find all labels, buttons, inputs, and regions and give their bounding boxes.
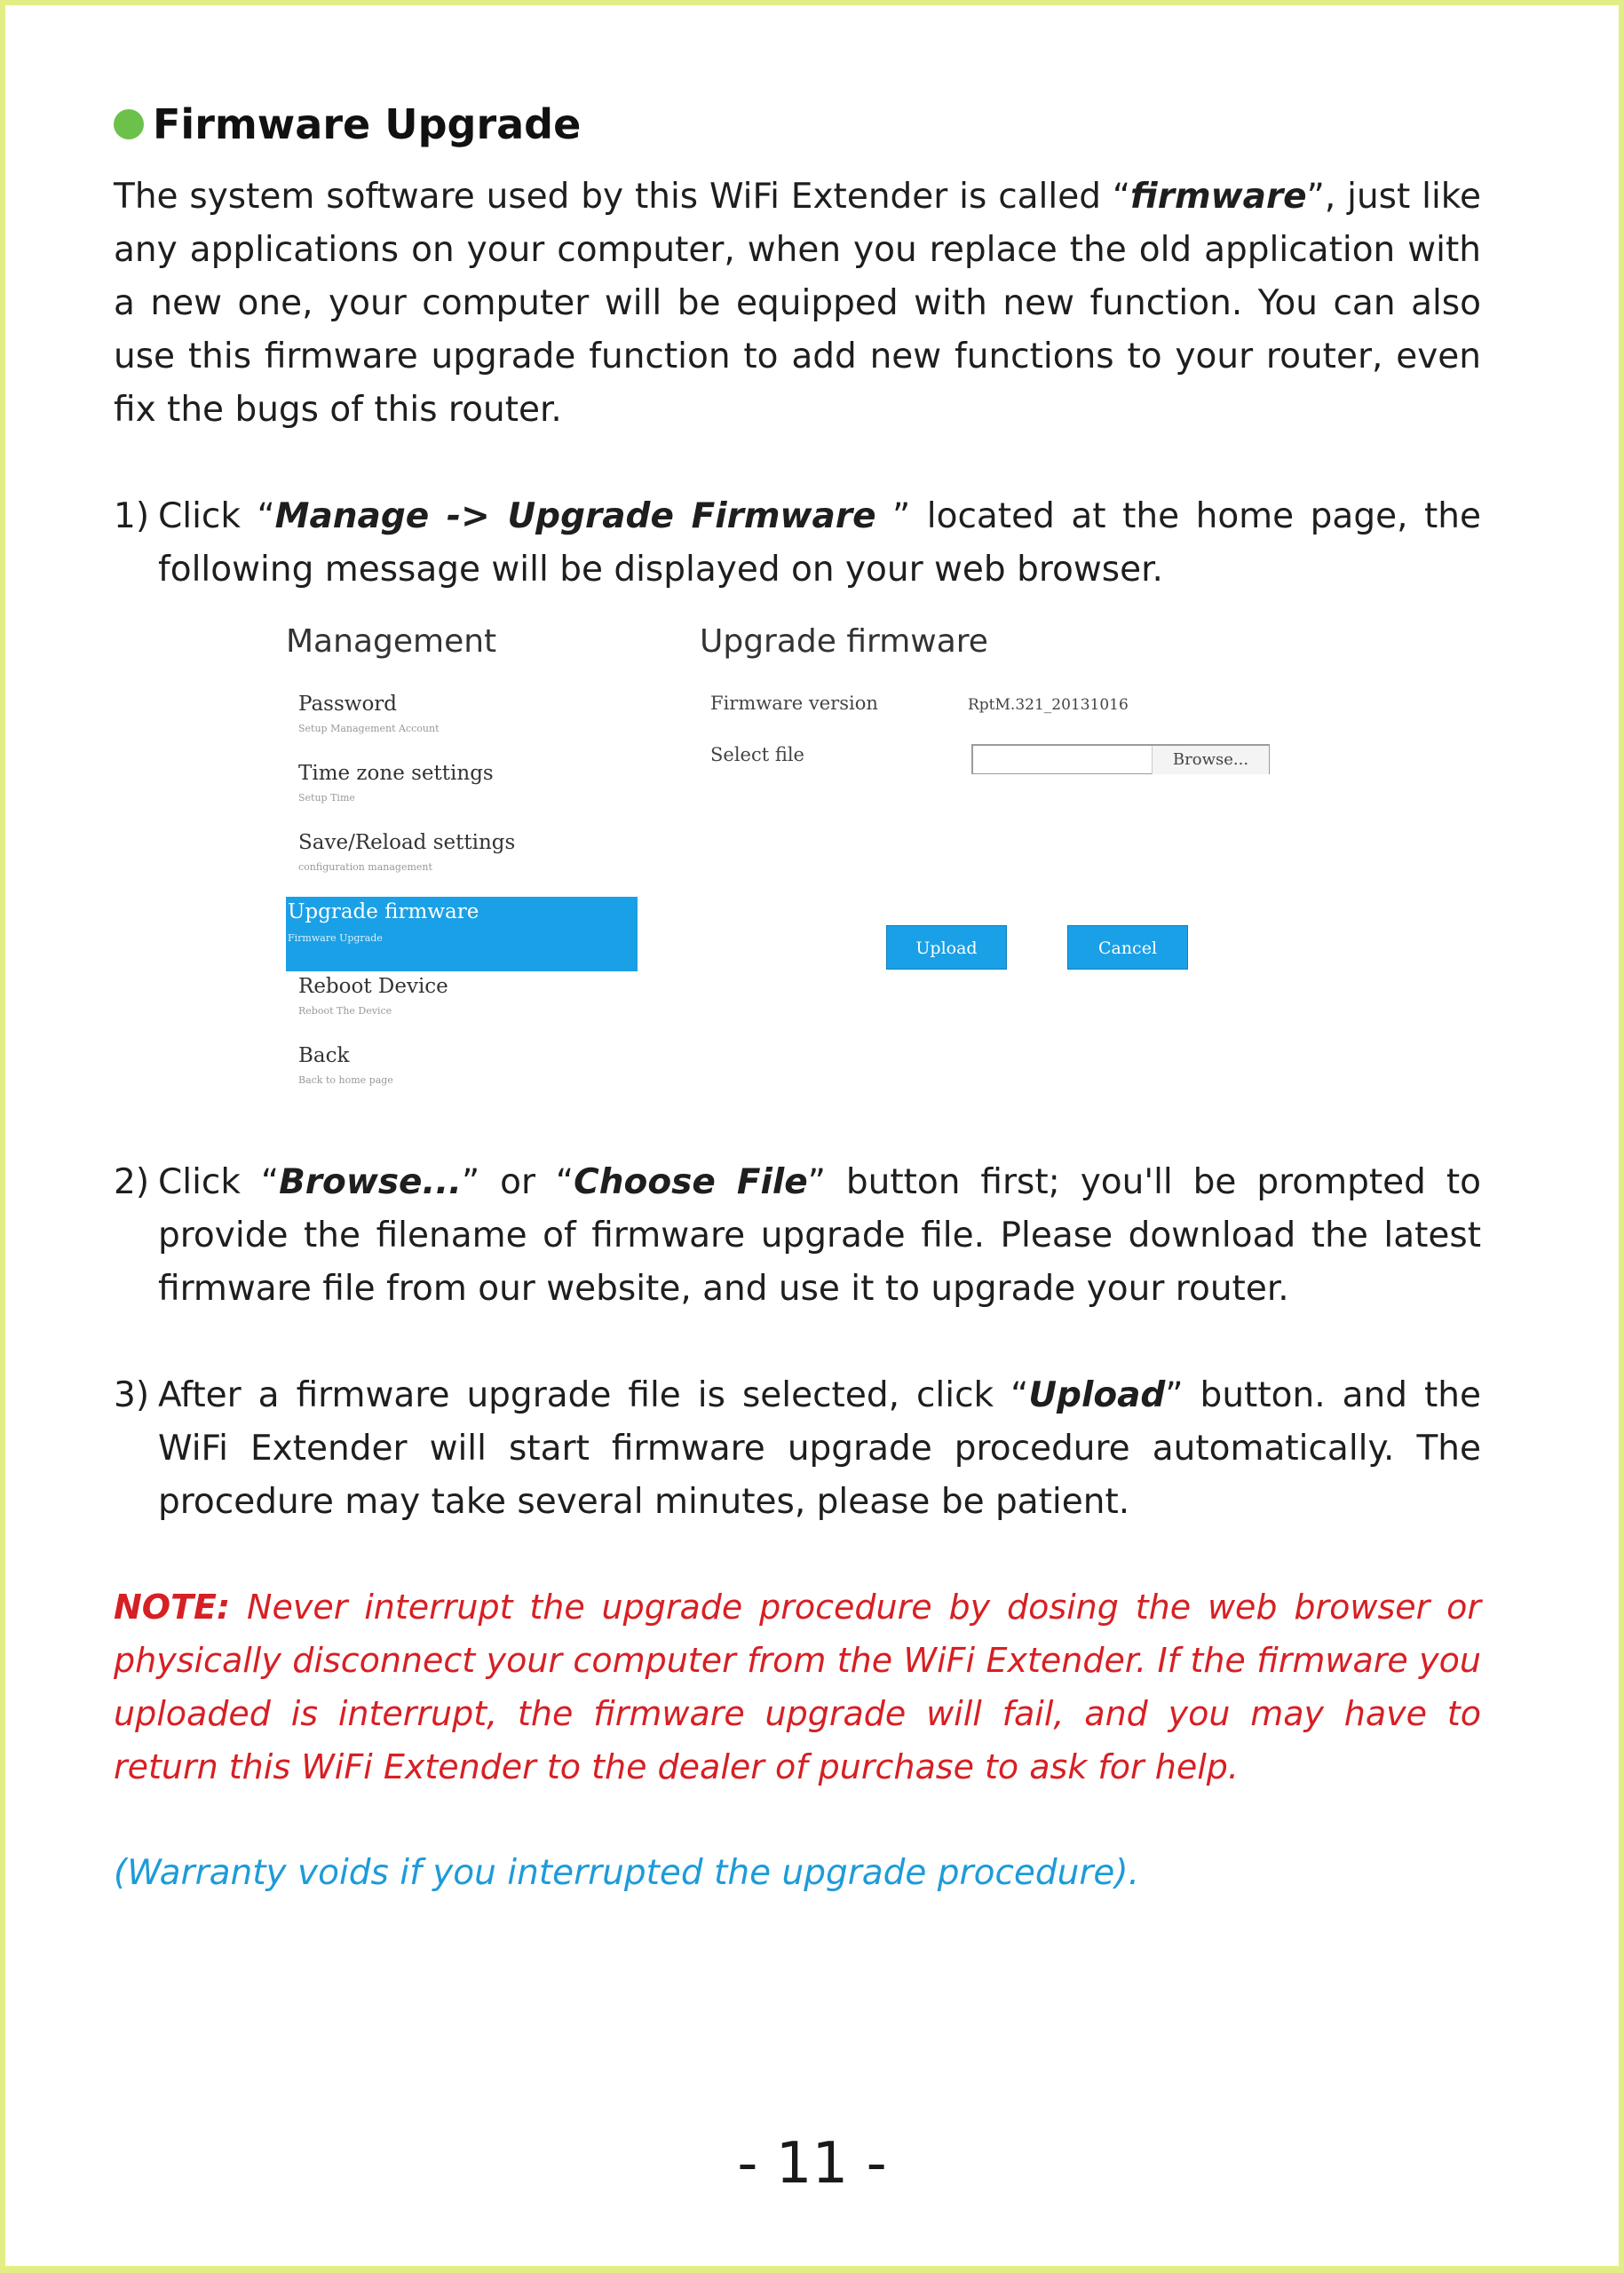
menu-item-sublabel: Back to home page xyxy=(298,1074,393,1086)
note-label: NOTE: xyxy=(114,1588,231,1627)
step-1-text xyxy=(158,490,1481,597)
note-text: Never interrupt the upgrade procedure by dosing the web browser or physically disconnect your computer from the WiFi Extender. If the firmware you uploaded is interrupt, the firmware upgrade will fail, and you may have to return this WiFi Extender to the dealer of purchase to ask for help. xyxy=(114,1588,1481,1786)
firmware-version-value: RptM.321_20131016 xyxy=(968,696,1129,714)
menu-item-password[interactable] xyxy=(286,691,638,760)
menu-item-label: Back xyxy=(298,1044,350,1067)
menu-item-sublabel: Firmware Upgrade xyxy=(288,932,383,944)
step-3-emphasis-upload: Upload xyxy=(1028,1375,1166,1415)
intro-text-1: The system software used by this WiFi Extender is called “ xyxy=(114,177,1131,217)
step-1-text-a: Click “ xyxy=(158,496,275,536)
warranty-note: (Warranty voids if you interrupted the upgrade procedure). xyxy=(114,1853,1139,1893)
page-number: - 11 - xyxy=(737,2131,887,2197)
menu-item-reboot[interactable] xyxy=(286,973,638,1042)
menu-item-label: Time zone settings xyxy=(298,762,494,785)
note-paragraph xyxy=(114,1580,1481,1794)
step-2 xyxy=(114,1156,1481,1316)
menu-item-label: Reboot Device xyxy=(298,975,448,998)
step-3 xyxy=(114,1369,1481,1529)
step-2-emphasis-choose-file: Choose File xyxy=(574,1162,808,1202)
step-1 xyxy=(114,490,1481,597)
upgrade-firmware-screenshot xyxy=(114,614,1481,1112)
step-3-number: 3) xyxy=(114,1375,150,1415)
firmware-version-label: Firmware version xyxy=(710,693,878,714)
menu-item-label: Save/Reload settings xyxy=(298,831,516,854)
menu-item-sublabel: Reboot The Device xyxy=(298,1005,392,1017)
step-2-text-a: Click “ xyxy=(158,1162,280,1202)
intro-text-2: ”, just like any applications on your computer, when you replace the old application with a new one, your computer will be equipped with new function. You can also use this firmware upgrade function to add new functions to your router, even fix the bugs of this router. xyxy=(114,177,1481,430)
menu-item-upgrade-firmware[interactable] xyxy=(286,897,638,971)
step-3-text xyxy=(158,1369,1481,1529)
intro-paragraph xyxy=(114,170,1481,437)
step-1-number: 1) xyxy=(114,496,150,536)
intro-emphasis-firmware: firmware xyxy=(1130,177,1307,217)
step-2-text xyxy=(158,1156,1481,1316)
menu-item-sublabel: Setup Time xyxy=(298,792,355,804)
step-3-text-b: ” button. and the WiFi Extender will start firmware upgrade procedure automatically. The procedure may take several minutes, please be patient. xyxy=(158,1375,1481,1522)
section-heading xyxy=(114,96,1481,153)
file-input[interactable] xyxy=(971,744,1270,774)
step-1-text-b: ” located at the home page, the following message will be displayed on your web browser. xyxy=(158,496,1482,590)
menu-item-sublabel: configuration management xyxy=(298,861,432,873)
step-3-text-a: After a firmware upgrade file is selected, click “ xyxy=(158,1375,1029,1415)
menu-item-back[interactable] xyxy=(286,1042,638,1112)
management-title: Management xyxy=(286,623,497,660)
browse-button[interactable]: Browse... xyxy=(1152,746,1269,774)
menu-item-label: Upgrade firmware xyxy=(288,900,479,923)
upload-button[interactable]: Upload xyxy=(886,925,1007,970)
document-body xyxy=(114,96,1481,1935)
step-1-emphasis: Manage -> Upgrade Firmware xyxy=(274,496,876,536)
green-bullet-icon xyxy=(114,109,144,139)
menu-item-time-zone[interactable] xyxy=(286,760,638,829)
cancel-button[interactable]: Cancel xyxy=(1067,925,1188,970)
menu-item-sublabel: Setup Management Account xyxy=(298,723,440,734)
select-file-label: Select file xyxy=(710,744,804,765)
menu-item-label: Password xyxy=(298,693,398,716)
menu-item-save-reload[interactable] xyxy=(286,829,638,899)
heading-text: Firmware Upgrade xyxy=(153,100,582,148)
step-2-emphasis-browse: Browse... xyxy=(279,1162,462,1202)
step-2-text-c: ” button first; you'll be prompted to provide the filename of firmware upgrade file. Please download the latest firmware file from our website, and use it to upgrade your router. xyxy=(158,1162,1482,1309)
upgrade-firmware-title: Upgrade firmware xyxy=(700,623,988,660)
step-2-number: 2) xyxy=(114,1162,150,1202)
step-2-text-b: ” or “ xyxy=(461,1162,574,1202)
